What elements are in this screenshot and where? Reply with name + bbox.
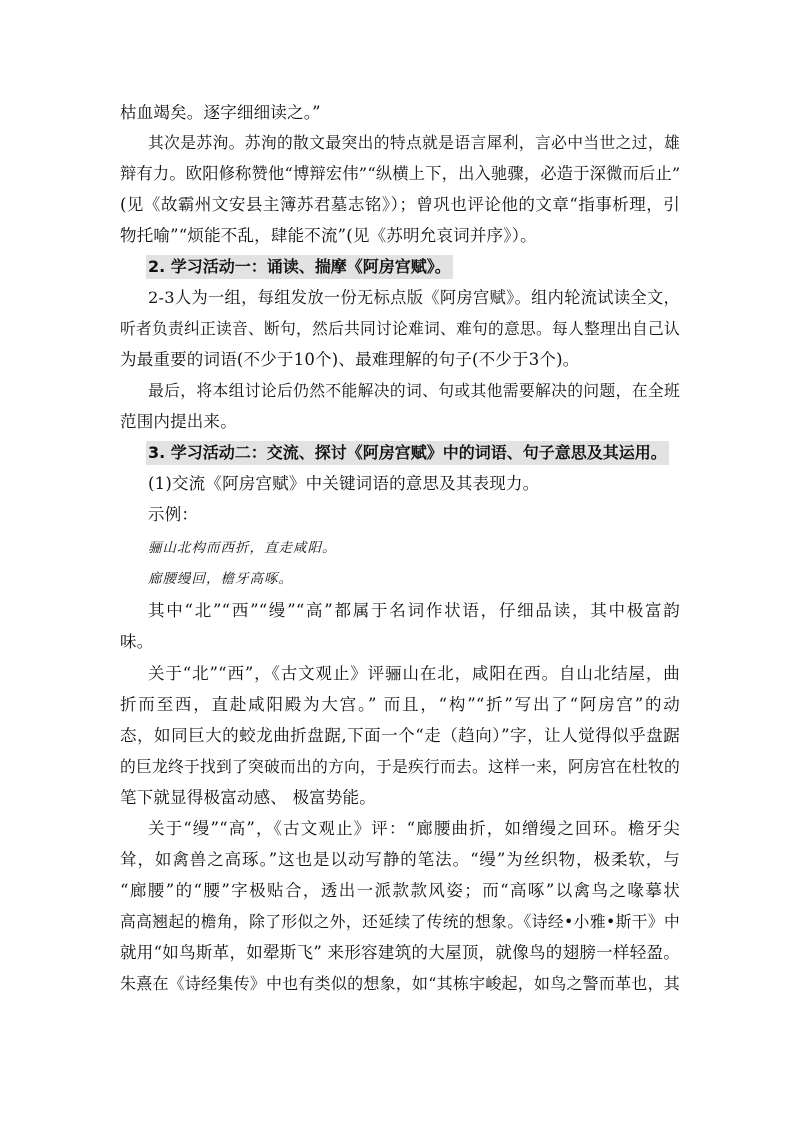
paragraph-line: 其中“北”“西”“缦”“高”都属于名词作状语，仔细品读，其中极富韵: [148, 601, 680, 620]
paragraph-line: 折而至西，直赴咸阳殿为大宫。” 而且，“构”“折”写出了“阿房宫”的动: [120, 695, 680, 714]
paragraph-line: 听者负责纠正读音、断句，然后共同讨论难词、难句的意思。每人整理出自己认: [120, 319, 680, 338]
paragraph-line: 其次是苏洵。苏洵的散文最突出的特点就是语言犀利，言必中当世之过，雄: [148, 133, 680, 152]
paragraph-line: (见《故霸州文安县主簿苏君墓志铭》）；曾巩也评论他的文章“指事析理，引: [120, 195, 680, 214]
paragraph-line: 朱熹在《诗经集传》中也有类似的想象，如“其栋宇峻起，如鸟之警而革也，其: [120, 974, 680, 993]
paragraph-line: 最后，将本组讨论后仍然不能解决的词、句或其他需要解决的问题，在全班: [148, 381, 680, 400]
example-quote: 廊腰缦回，檐牙高啄。: [148, 571, 293, 587]
paragraph-line: 关于“缦”“高”，《古文观止》评：“廊腰曲折，如缯缦之回环。檐牙尖: [148, 819, 680, 838]
paragraph-line: 为最重要的词语(不少于10个)、最难理解的句子(不少于3个)。: [120, 350, 580, 369]
paragraph-line: 枯血竭矣。逐字细细读之。”: [120, 103, 321, 122]
paragraph-line: 就用“如鸟斯革，如翚斯飞” 来形容建筑的大屋顶，就像鸟的翅膀一样轻盈。: [120, 943, 680, 962]
paragraph-line: 辩有力。欧阳修称赞他“博辩宏伟”“纵横上下，出入驰骤，必造于深微而后止”: [120, 164, 681, 183]
paragraph-line: 味。: [120, 632, 154, 651]
paragraph-line: 的巨龙终于找到了突破而出的方向，于是疾行而去。这样一来，阿房宫在杜牧的: [120, 757, 680, 776]
paragraph-line: 笔下就显得极富动感、 极富势能。: [120, 788, 376, 807]
paragraph-line: 范围内提出来。: [120, 412, 237, 431]
paragraph-line: 高高翘起的檐角，除了形似之外，还延续了传统的想象。《诗经•小雅•斯干》中: [120, 912, 680, 931]
paragraph-line: (1)交流《阿房宫赋》中关键词语的意思及其表现力。: [148, 474, 540, 493]
paragraph-line: 关于“北”“西”，《古文观止》评骊山在北，咸阳在西。自山北结屋，曲: [148, 664, 680, 683]
paragraph-line: 2-3人为一组，每组发放一份无标点版《阿房宫赋》。组内轮流试读全文，: [148, 288, 680, 307]
paragraph-line: 耸，如禽兽之高琢。”这也是以动写静的笔法。“缦”为丝织物，极柔软，与: [120, 850, 680, 869]
paragraph-line: 态，如同巨大的蛟龙曲折盘踞,下面一个“走（趋向）”字，让人觉得似乎盘踞: [120, 726, 680, 745]
paragraph-line: 物托喻”“烦能不乱，肆能不流”(见《苏明允哀词并序》）。: [120, 226, 537, 245]
section-heading-activity-1: 2. 学习活动一：诵读、揣摩《阿房宫赋》。: [146, 255, 453, 279]
example-quote: 骊山北构而西折，直走咸阳。: [148, 540, 337, 556]
paragraph-line: “廊腰”的“腰”字极贴合，透出一派款款风姿；而“高啄”以禽鸟之喙摹状: [120, 881, 680, 900]
example-label: 示例：: [148, 505, 199, 524]
section-heading-activity-2: 3. 学习活动二：交流、探讨《阿房宫赋》中的词语、句子意思及其运用。: [146, 441, 669, 465]
